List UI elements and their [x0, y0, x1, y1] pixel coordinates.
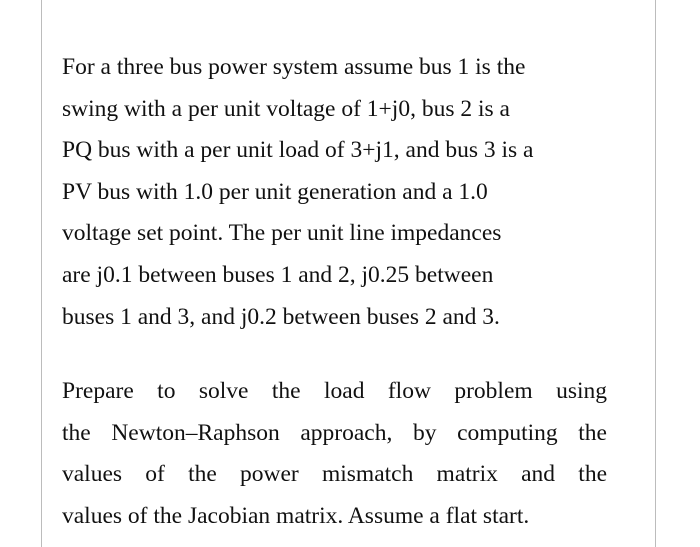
text-line: PV bus with 1.0 per unit generation and a 1.0	[62, 178, 488, 205]
text-line: voltage set point. The per unit line impedances	[62, 220, 502, 247]
problem-statement-paragraph	[62, 47, 607, 338]
text-line: are j0.1 between buses 1 and 2, j0.25 between	[62, 261, 494, 288]
text-line: values of the Jacobian matrix. Assume a flat start.	[62, 502, 530, 529]
text-line: buses 1 and 3, and j0.2 between buses 2 and 3.	[62, 303, 500, 330]
text-line: Prepare to solve the load flow problem using	[62, 378, 607, 404]
text-line: the Newton–Raphson approach, by computing the	[62, 419, 607, 446]
text-line: swing with a per unit voltage of 1+j0, bus 2 is a	[62, 95, 510, 122]
text-line: For a three bus power system assume bus 1 is the	[62, 54, 526, 80]
text-line: PQ bus with a per unit load of 3+j1, and bus 3 is a	[62, 137, 534, 164]
task-instruction-paragraph	[62, 371, 607, 537]
text-line: values of the power mismatch matrix and the	[62, 461, 607, 488]
